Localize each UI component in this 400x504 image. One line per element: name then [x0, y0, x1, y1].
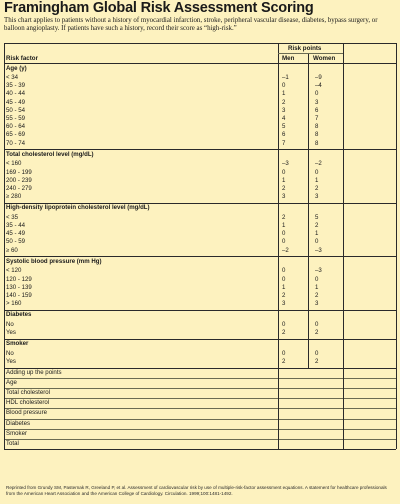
women-points: 5: [315, 213, 319, 221]
summary-label: Adding up the points: [6, 368, 62, 376]
women-points: 0: [315, 168, 319, 176]
risk-factor-range: 35 - 39: [6, 82, 25, 90]
men-points: 1: [282, 90, 286, 98]
risk-factor-range: Yes: [6, 329, 16, 336]
risk-factor-range: 200 - 239: [6, 176, 32, 184]
men-points: 3: [282, 193, 286, 201]
risk-factor-range: < 160: [6, 160, 22, 168]
summary-label: HDL cholesterol: [6, 399, 50, 407]
men-points: 0: [282, 238, 286, 246]
women-points: 7: [315, 115, 319, 122]
risk-factor-range: No: [6, 320, 14, 328]
table-row: [0, 115, 400, 123]
points-column-left-rule: [278, 43, 279, 449]
table-row: [0, 160, 400, 168]
risk-factor-range: 140 - 159: [6, 291, 32, 299]
risk-factor-range: ≥ 60: [6, 246, 18, 254]
men-points: 5: [282, 123, 286, 131]
men-points: 4: [282, 115, 286, 122]
men-column-heading: Men: [282, 55, 295, 62]
table-row: [0, 177, 400, 185]
table-row: [0, 300, 400, 308]
men-points: 2: [282, 184, 286, 192]
women-points: 3: [315, 98, 319, 106]
risk-factor-range: 240 - 279: [6, 184, 32, 192]
men-points: 2: [282, 98, 286, 106]
summary-row: [0, 429, 400, 439]
table-row: [0, 222, 400, 230]
men-points: 0: [282, 320, 286, 328]
risk-factor-range: 45 - 49: [6, 230, 25, 238]
table-row: [0, 169, 400, 177]
summary-row: [0, 408, 400, 418]
men-points: 0: [282, 349, 286, 357]
table-row: [0, 247, 400, 255]
summary-rule: [4, 449, 396, 450]
summary-label: Blood pressure: [6, 409, 47, 417]
risk-factor-range: < 35: [6, 213, 19, 221]
women-points: 0: [315, 238, 319, 246]
summary-row: [0, 419, 400, 429]
table-row: [0, 292, 400, 300]
women-points: –4: [315, 82, 322, 90]
women-points: 2: [315, 357, 319, 365]
women-column-heading: Women: [313, 55, 336, 62]
risk-factor-range: 55 - 59: [6, 115, 25, 122]
summary-row: [0, 388, 400, 398]
table-row: [0, 107, 400, 115]
risk-factor-range: Yes: [6, 357, 16, 365]
women-points: 1: [315, 230, 319, 238]
section-title: Total cholesterol level (mg/dL): [6, 150, 94, 158]
table-row: [0, 276, 400, 284]
men-points: 1: [282, 283, 286, 291]
risk-factor-range: 65 - 69: [6, 131, 25, 139]
section-title: Smoker: [6, 340, 29, 348]
men-points: 2: [282, 291, 286, 299]
table-row: [0, 284, 400, 292]
risk-factor-range: 45 - 49: [6, 98, 25, 106]
women-points: 1: [315, 283, 319, 291]
men-points: 1: [282, 176, 286, 184]
men-points: –2: [282, 246, 289, 254]
men-points: –3: [282, 160, 289, 168]
table-row: [0, 193, 400, 201]
table-row: [0, 140, 400, 148]
summary-label: Diabetes: [6, 419, 31, 427]
women-points: –3: [315, 246, 322, 254]
intro-text: This chart applies to patients without a history of myocardial infarction, stroke, peripheral vascular disease, diabetes, bypass surgery, or balloon angioplasty. If patients have such a history, record their score as “high-risk.”: [4, 17, 378, 33]
section-rule: [4, 310, 396, 311]
table-row: [0, 358, 400, 366]
section-rule: [4, 339, 396, 340]
women-points: 6: [315, 106, 319, 114]
risk-factor-range: < 120: [6, 267, 22, 275]
men-women-rule: [308, 53, 309, 368]
table-row: [0, 99, 400, 107]
women-points: 2: [315, 329, 319, 336]
women-points: 1: [315, 176, 319, 184]
men-points: 0: [282, 230, 286, 238]
points-column-right-rule: [343, 43, 344, 449]
risk-factor-range: 35 - 44: [6, 222, 25, 229]
women-points: 2: [315, 291, 319, 299]
men-points: 3: [282, 106, 286, 114]
risk-factor-range: No: [6, 349, 14, 357]
summary-label: Total: [6, 440, 19, 447]
table-left-border: [4, 43, 5, 449]
header-bottom-rule: [4, 63, 396, 64]
footnote: Reprinted from Grundy SM, Pasternak R, Greeland P, et al. Assessment of cardiovascular risk by use of multiple-risk-factor assessment equations. A statement for healthcare professionals from the American Heart Association and the American College of Cardiology. Circulation. 1999;100:1481-1492.: [6, 485, 387, 496]
risk-factor-range: 169 - 199: [6, 168, 32, 176]
table-row: [0, 329, 400, 337]
table-row: [0, 321, 400, 329]
summary-label: Age: [6, 378, 17, 386]
risk-points-underline: [278, 53, 343, 54]
risk-points-heading: Risk points: [288, 45, 322, 52]
table-row: [0, 238, 400, 246]
risk-factor-range: 70 - 74: [6, 139, 25, 147]
table-top-rule: [4, 43, 396, 44]
men-points: –1: [282, 74, 289, 81]
men-points: 7: [282, 139, 286, 147]
men-points: 6: [282, 131, 286, 139]
men-points: 0: [282, 168, 286, 176]
table-row: [0, 123, 400, 131]
men-points: 1: [282, 222, 286, 229]
men-points: 3: [282, 300, 286, 308]
men-points: 0: [282, 267, 286, 275]
women-points: 3: [315, 300, 319, 308]
women-points: –3: [315, 267, 322, 275]
men-points: 2: [282, 357, 286, 365]
table-row: [0, 74, 400, 82]
men-points: 2: [282, 329, 286, 336]
section-title: Age (y): [6, 64, 27, 72]
table-row: [0, 82, 400, 90]
section-title: High-density lipoprotein cholesterol level (mg/dL): [6, 204, 150, 212]
women-points: –9: [315, 74, 322, 81]
risk-factor-range: 50 - 59: [6, 238, 25, 246]
women-points: 2: [315, 222, 319, 229]
section-title: Diabetes: [6, 311, 32, 319]
table-row: [0, 90, 400, 98]
women-points: 0: [315, 320, 319, 328]
table-row: [0, 350, 400, 358]
risk-factor-range: 50 - 54: [6, 106, 25, 114]
risk-factor-range: 130 - 139: [6, 283, 32, 291]
risk-factor-heading: Risk factor: [6, 55, 38, 62]
table-row: [0, 214, 400, 222]
women-points: –2: [315, 160, 322, 168]
summary-row: [0, 378, 400, 388]
women-points: 3: [315, 193, 319, 201]
risk-factor-range: 120 - 129: [6, 275, 32, 283]
women-points: 0: [315, 90, 319, 98]
table-row: [0, 131, 400, 139]
risk-factor-range: 40 - 44: [6, 90, 25, 98]
women-points: 0: [315, 275, 319, 283]
table-right-border: [396, 43, 397, 449]
table-row: [0, 267, 400, 275]
summary-label: Total cholesterol: [6, 389, 51, 396]
page-title: Framingham Global Risk Assessment Scoring: [4, 0, 314, 16]
risk-factor-range: < 34: [6, 74, 19, 81]
women-points: 8: [315, 131, 319, 139]
women-points: 8: [315, 123, 319, 131]
summary-label: Smoker: [6, 429, 27, 437]
table-row: [0, 185, 400, 193]
risk-factor-range: > 160: [6, 300, 22, 308]
men-points: 0: [282, 82, 286, 90]
section-title: Systolic blood pressure (mm Hg): [6, 257, 102, 265]
summary-heading: [0, 368, 400, 378]
men-points: 2: [282, 213, 286, 221]
women-points: 2: [315, 184, 319, 192]
risk-factor-range: ≥ 280: [6, 193, 22, 201]
women-points: 0: [315, 349, 319, 357]
women-points: 8: [315, 139, 319, 147]
risk-factor-range: 60 - 64: [6, 123, 25, 131]
table-row: [0, 230, 400, 238]
summary-row: [0, 398, 400, 408]
men-points: 0: [282, 275, 286, 283]
summary-row: [0, 439, 400, 449]
